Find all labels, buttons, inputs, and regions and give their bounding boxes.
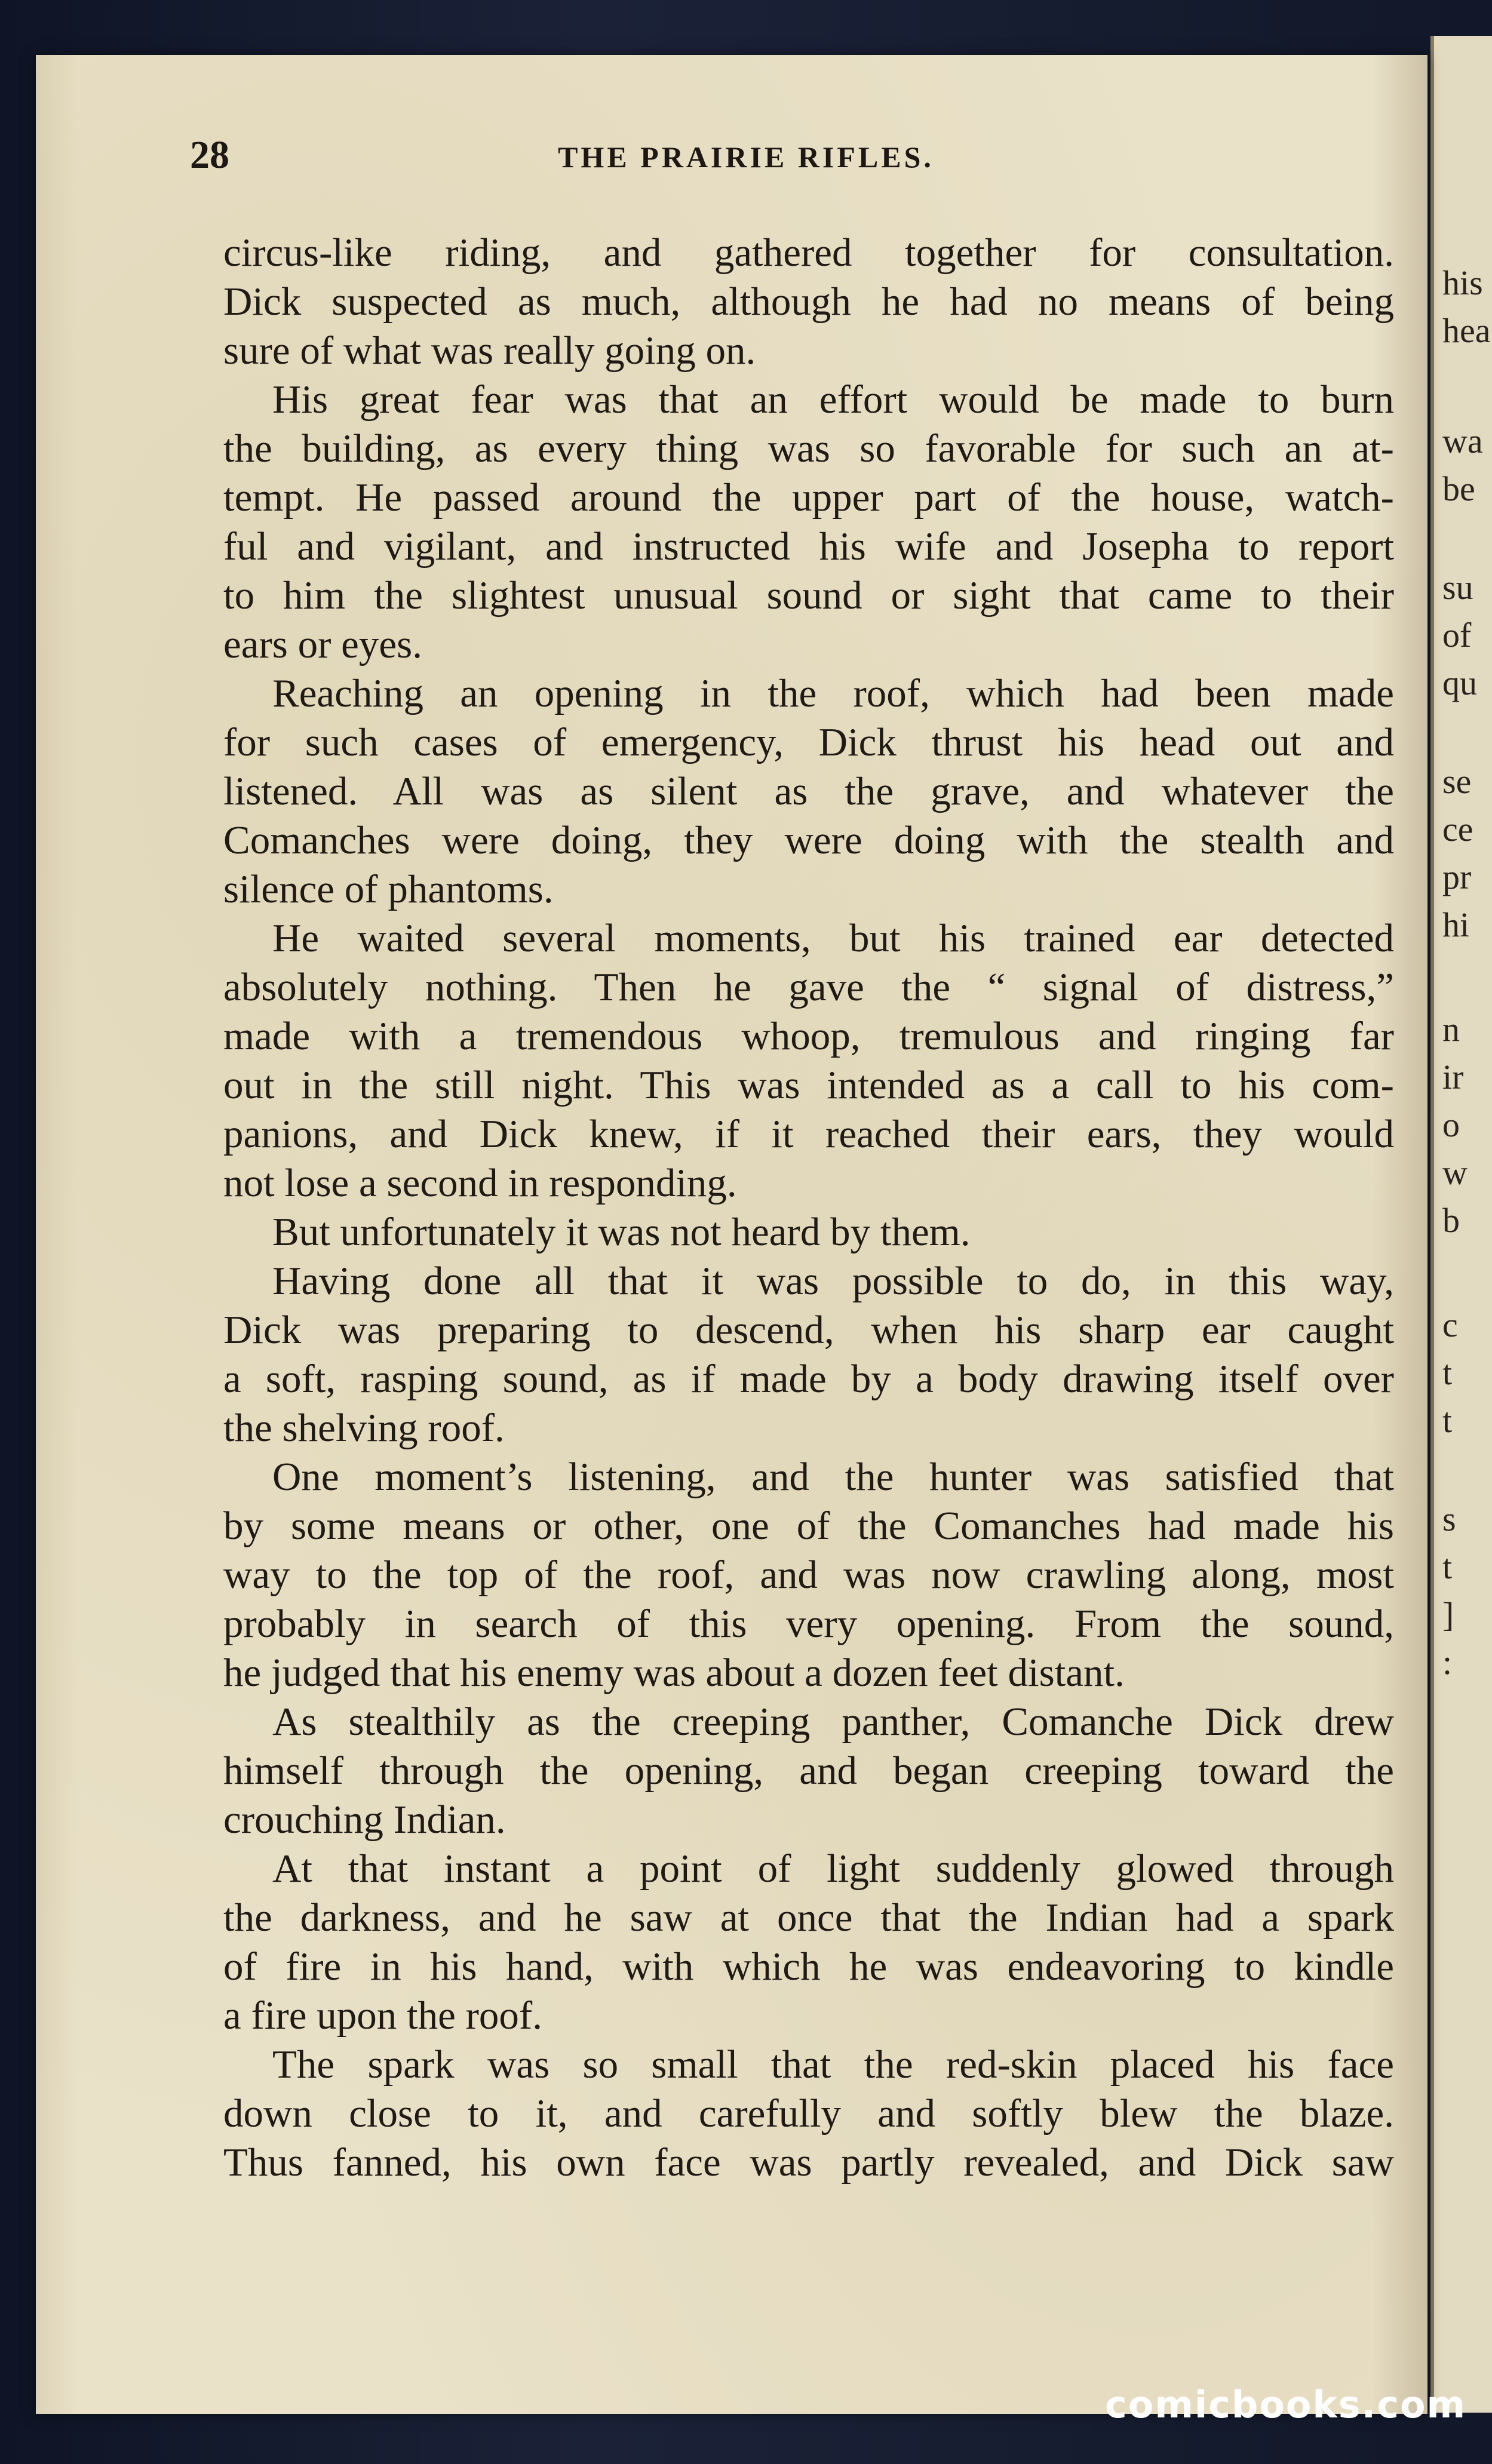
page-number: 28 [190,133,229,177]
text-line: the shelving roof. [223,1406,505,1450]
facing-page-fragment: hi [1442,905,1470,944]
text-line: a soft, rasping sound, as if made by a body drawing itself over [223,1357,1394,1401]
text-line: At that instant a point of light suddenly glowed through [272,1847,1394,1891]
text-line: himself through the opening, and began creeping toward the [223,1749,1394,1793]
text-line: out in the still night. This was intended as a call to his com- [223,1063,1394,1107]
text-line: The spark was so small that the red-skin placed his face [272,2042,1394,2087]
text-line: a fire upon the roof. [223,1993,542,2038]
text-line: tempt. He passed around the upper part of the house, watch- [223,475,1394,520]
text-line: listened. All was as silent as the grave, and whatever the [223,769,1394,813]
facing-page-edge [1430,36,1492,2413]
text-line: the building, as every thing was so favorable for such an at- [223,426,1394,471]
facing-page-fragment: w [1442,1153,1468,1192]
facing-page-fragment: o [1442,1105,1460,1144]
text-line: to him the slightest unusual sound or sight that came to their [223,573,1394,617]
facing-page-fragment: ir [1442,1058,1464,1096]
facing-page-fragment: t [1442,1353,1453,1392]
facing-page-fragment: c [1442,1305,1458,1344]
facing-page-fragment: b [1442,1201,1460,1240]
facing-page-fragment: s [1442,1500,1456,1538]
text-line: by some means or other, one of the Comanches had made his [223,1504,1394,1548]
facing-page-fragment: n [1442,1010,1460,1049]
text-line: One moment’s listening, and the hunter was satisfied that [272,1455,1394,1499]
text-line: Dick suspected as much, although he had no means of being [223,279,1394,324]
facing-page-fragment: wa [1442,422,1483,460]
facing-page-fragment: se [1442,762,1472,801]
facing-page-fragment: : [1442,1643,1453,1682]
text-line: made with a tremendous whoop, tremulous and ringing far [223,1014,1394,1058]
text-line: for such cases of emergency, Dick thrust his head out and [223,720,1394,764]
text-line: he judged that his enemy was about a dozen feet distant. [223,1651,1125,1695]
text-line: down close to it, and carefully and softly blew the blaze. [223,2091,1394,2136]
text-line: crouching Indian. [223,1798,506,1842]
text-line: silence of phantoms. [223,867,554,911]
text-line: not lose a second in responding. [223,1161,737,1205]
watermark: comicbooks.com [1105,2383,1467,2426]
facing-page-fragment: ce [1442,810,1473,849]
text-line: sure of what was really going on. [223,328,756,373]
facing-page-fragment: be [1442,469,1475,508]
text-line: Reaching an opening in the roof, which had been made [272,671,1394,715]
text-line: He waited several moments, but his trained ear detected [272,916,1394,960]
text-line: absolutely nothing. Then he gave the “ signal of distress,” [223,965,1394,1009]
facing-page-fragment: ] [1442,1595,1454,1634]
text-line: Comanches were doing, they were doing with the stealth and [223,818,1394,862]
text-line: probably in search of this very opening. From the sound, [223,1602,1394,1646]
text-line: Dick was preparing to descend, when his sharp ear caught [223,1308,1394,1352]
facing-page-fragment: hea [1442,311,1491,350]
text-line: the darkness, and he saw at once that the Indian had a spark [223,1895,1394,1940]
text-line: circus-like riding, and gathered together for consultation. [223,231,1394,275]
text-line: Having done all that it was possible to do, in this way, [272,1259,1394,1303]
text-line: ears or eyes. [223,622,422,666]
text-line: As stealthily as the creeping panther, Comanche Dick drew [272,1700,1394,1744]
text-line: panions, and Dick knew, if it reached their ears, they would [223,1112,1394,1156]
facing-page-fragment: his [1442,263,1483,302]
running-head: THE PRAIRIE RIFLES. [558,140,934,174]
facing-page-fragment: t [1442,1401,1453,1440]
facing-page-fragment: su [1442,568,1473,607]
facing-page-fragment: pr [1442,858,1472,896]
text-line: Thus fanned, his own face was partly revealed, and Dick saw [223,2140,1394,2185]
facing-page-fragment: qu [1442,663,1477,702]
text-line: But unfortunately it was not heard by them. [272,1210,971,1254]
facing-page-fragment: t [1442,1547,1453,1586]
text-line: of fire in his hand, with which he was endeavoring to kindle [223,1944,1394,1989]
text-line: His great fear was that an effort would be made to burn [272,377,1394,422]
body-text [223,228,1394,2187]
text-line: ful and vigilant, and instructed his wife and Josepha to report [223,524,1394,569]
facing-page-fragment: of [1442,616,1472,655]
text-line: way to the top of the roof, and was now crawling along, most [223,1553,1394,1597]
